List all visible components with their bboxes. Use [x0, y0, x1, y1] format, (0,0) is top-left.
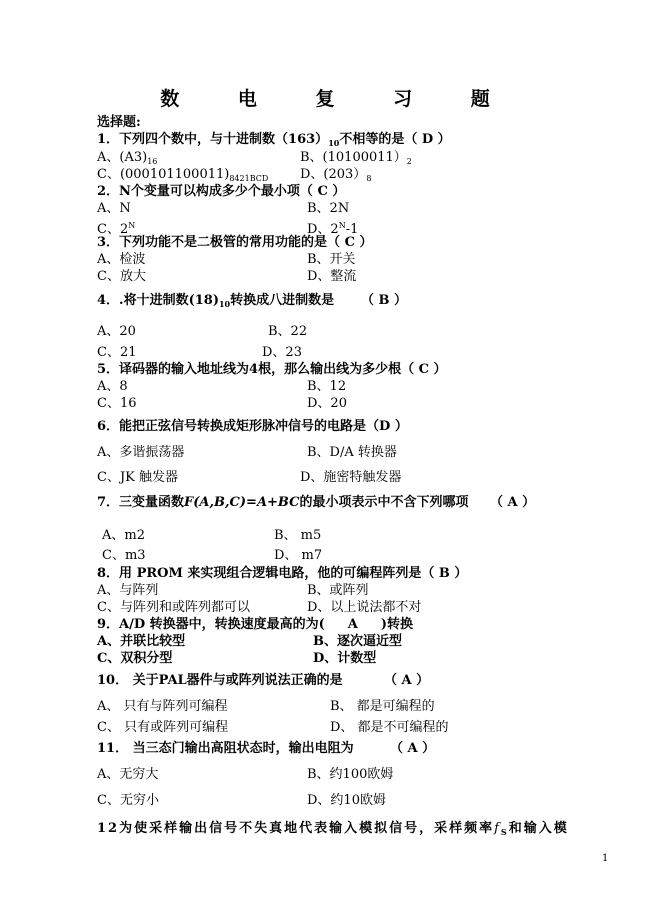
question-2-stem: 2．N个变量可以构成多少个最小项（ C ）: [97, 184, 346, 199]
q8-option-c: C、与阵列和或阵列都可以: [97, 600, 250, 615]
q8-option-d: D、以上说法都不对: [307, 600, 422, 615]
q8-option-a: A、与阵列: [97, 583, 159, 598]
q2-option-d: D、$2^N-1$: [307, 221, 359, 237]
q2-option-a: A、N: [97, 201, 131, 216]
q3-option-a: A、检波: [97, 252, 146, 267]
q5-option-c: C、16: [97, 396, 137, 411]
q7-option-a: A、m2: [102, 528, 145, 543]
q9-option-a: A、并联比较型: [97, 634, 186, 649]
q4-answer: （ B ）: [361, 293, 408, 308]
question-9-stem: 9．A/D 转换器中，转换速度最高的为( A )转换: [97, 617, 413, 632]
q6-option-d: D、施密特触发器: [300, 470, 402, 485]
q5-option-a: A、8: [97, 379, 128, 394]
question-11-stem: 11． 当三态门输出高阻状态时，输出电阻为: [97, 741, 354, 756]
page-number: 1: [602, 853, 609, 864]
q4-option-c: C、21: [97, 345, 137, 360]
q4-option-d: D、23: [262, 345, 302, 360]
q8-option-b: B、或阵列: [307, 583, 369, 598]
q9-option-c: C、双积分型: [97, 651, 173, 666]
q10-option-d: D、 都是不可编程的: [330, 720, 449, 735]
q2-option-c: C、$2^N$: [97, 221, 136, 237]
question-12-stem: 12为使采样输出信号不失真地代表输入模拟信号，采样频率$f_S$和输入模: [97, 821, 569, 837]
q9-option-d: D、计数型: [313, 651, 377, 666]
q10-option-b: B、 都是可编程的: [330, 699, 435, 714]
section-heading: 选择题:: [97, 115, 141, 130]
question-10-stem: 10． 关于PAL器件与或阵列说法正确的是: [97, 673, 343, 688]
page-title: 数 电 复 习 题: [160, 88, 516, 110]
q7-option-b: B、 m5: [274, 528, 322, 543]
q11-option-d: D、约10欧姆: [307, 793, 386, 808]
question-7-stem: 7．三变量函数F(A,B,C)=A+BC的最小项表示中不含下列哪项: [97, 495, 469, 510]
q9-option-b: B、逐次逼近型: [313, 634, 402, 649]
q6-option-a: A、多谐振荡器: [97, 445, 185, 460]
q5-option-d: D、20: [307, 396, 347, 411]
q7-answer: （ A ）: [490, 495, 536, 510]
q1-option-d: D、$(203)_8$: [300, 167, 372, 183]
question-1-stem: 1．下列四个数中，与十进制数$(163)_{10}$不相等的是（ D ）: [97, 132, 451, 148]
question-5-stem: 5．译码器的输入地址线为4根，那么输出线为多少根（ C ）: [97, 362, 447, 377]
q7-formula: F(A,B,C)=A+BC: [184, 495, 300, 510]
q2-option-b: B、2N: [307, 201, 350, 216]
q1-option-a: A、$(A3)_{16}$: [97, 150, 158, 166]
question-3-stem: 3．下列功能不是二极管的常用功能的是（ C ）: [97, 235, 373, 250]
q11-option-b: B、约100欧姆: [307, 767, 394, 782]
q10-option-c: C、 只有或阵列可编程: [97, 720, 229, 735]
q7-option-d: D、 m7: [274, 548, 323, 563]
q3-option-d: D、整流: [307, 269, 357, 284]
q9-answer: A: [347, 617, 358, 632]
q6-option-b: B、D/A 转换器: [307, 445, 397, 460]
q4-option-a: A、20: [97, 324, 136, 339]
q10-option-a: A、 只有与阵列可编程: [97, 699, 228, 714]
q5-option-b: B、12: [307, 379, 347, 394]
q4-option-b: B、22: [268, 324, 308, 339]
q6-option-c: C、JK 触发器: [97, 470, 179, 485]
q11-option-a: A、无穷大: [97, 767, 159, 782]
q10-answer: （ A ）: [384, 673, 430, 688]
question-8-stem: 8．用 PROM 来实现组合逻辑电路，他的可编程阵列是（ B ）: [97, 566, 468, 581]
question-6-stem: 6．能把正弦信号转换成矩形脉冲信号的电路是（D ）: [97, 419, 408, 434]
question-4-stem: 4．.将十进制数$(18)_{10}$转换成八进制数是: [97, 293, 335, 309]
q11-option-c: C、无穷小: [97, 793, 159, 808]
q7-option-c: C、m3: [102, 548, 146, 563]
q1-option-b: B、$(10100011)_2$: [300, 150, 412, 166]
q3-option-c: C、放大: [97, 269, 146, 284]
q3-option-b: B、开关: [307, 252, 356, 267]
q11-answer: （ A ）: [390, 741, 436, 756]
q1-option-c: C、$(000101100011)_{8421BCD}$: [97, 167, 269, 183]
